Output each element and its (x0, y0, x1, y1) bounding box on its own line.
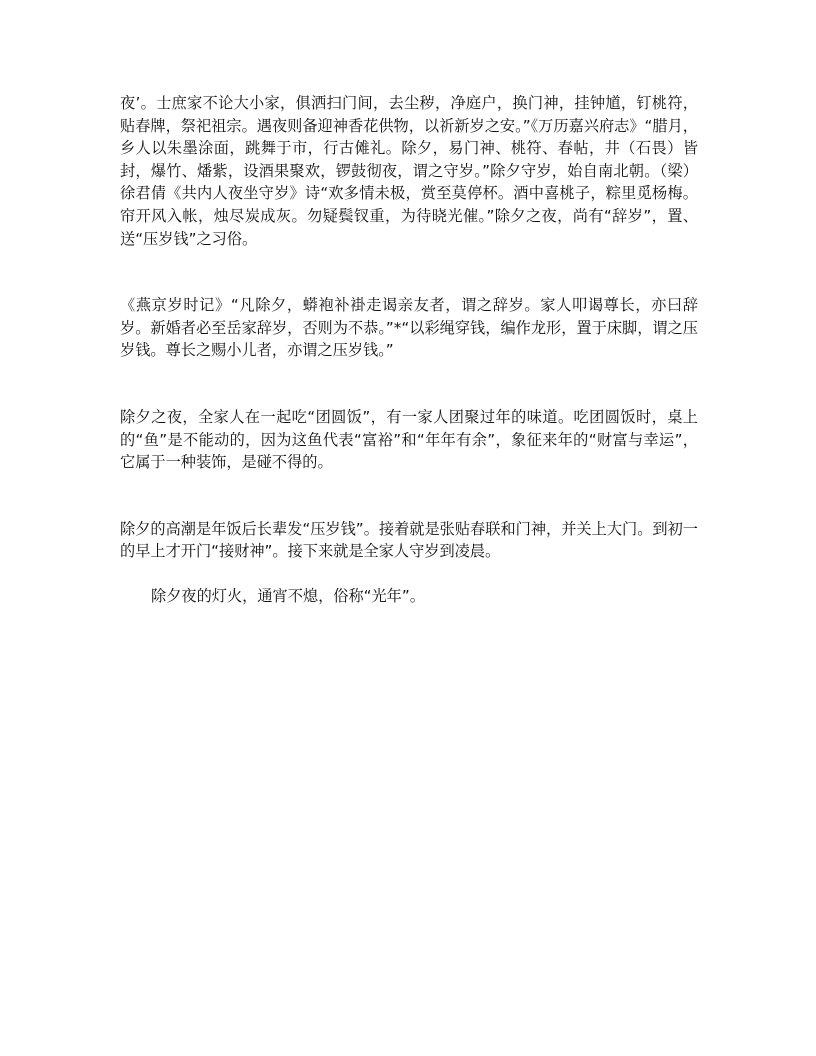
paragraph-yanjing-record: 《燕京岁时记》“凡除夕，蟒袍补褂走谒亲友者，谓之辞岁。家人叩谒尊长，亦曰辞岁。新婚者必至岳家辞岁，否则为不恭。”*“以彩绳穿钱，编作龙形，置于床脚，谓之压岁钱。尊长之赐小儿者，亦谓之压岁钱。” (120, 296, 698, 360)
paragraph-lights: 除夕夜的灯火，通宵不熄，俗称“光年”。 (151, 586, 425, 605)
paragraph-spacer (120, 250, 698, 294)
paragraph-lucky-money: 除夕的高潮是年饭后长辈发“压岁钱”。接着就是张贴春联和门神，并关上大门。到初一的早上才开门“接财神”。接下来就是全家人守岁到凌晨。 (120, 519, 698, 561)
paragraph-new-year-customs: 夜’。士庶家不论大小家，俱洒扫门间，去尘秽，净庭户，换门神，挂钟馗，钉桃符，贴春牌，祭祀祖宗。遇夜则备迎神香花供物，以祈新岁之安。”《万历嘉兴府志》“腊月，乡人以朱墨涂面，跳舞于市，行古傩礼。除夕，易门神、桃符、春帖，井（石畏）皆封，爆竹、燔紫，设酒果聚欢，锣鼓彻夜，谓之守岁。”除夕守岁，始自南北朝。（梁）徐君倩《共内人夜坐守岁》诗“欢多情未极，赏至莫停杯。酒中喜桃子，粽里觅杨梅。帘开风入帐，烛尽炭成灰。勿疑鬓钗重，为待晓光催。”除夕之夜，尚有“辞岁”，置、送“压岁钱”之习俗。 (120, 94, 698, 248)
paragraph-spacer (120, 474, 698, 518)
paragraph-spacer (120, 563, 698, 585)
document-body (120, 92, 698, 608)
paragraph-reunion-dinner: 除夕之夜，全家人在一起吃“团圆饭”，有一家人团聚过年的味道。吃团圆饭时，桌上的“鱼”是不能动的，因为这鱼代表“富裕”和“年年有余”，象征来年的“财富与幸运”，它属于一种装饰，是碰不得的。 (120, 407, 698, 472)
paragraph-spacer (120, 362, 698, 406)
